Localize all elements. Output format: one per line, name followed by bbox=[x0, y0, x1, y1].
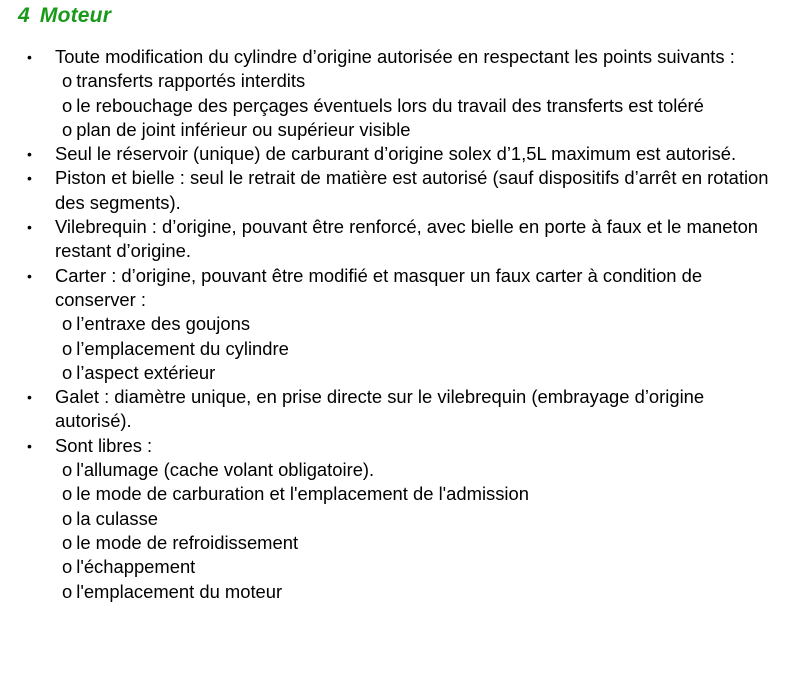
list-item-text: Vilebrequin : d’origine, pouvant être renforcé, avec bielle en porte à faux et le maneton restant d’origine. bbox=[55, 216, 759, 262]
sub-bullet-icon: o bbox=[62, 118, 73, 140]
sub-bullet-icon: o bbox=[62, 313, 73, 335]
sub-list-item bbox=[0, 94, 762, 118]
sub-list-item bbox=[0, 337, 762, 361]
section-heading bbox=[18, 4, 111, 28]
bullet-icon: • bbox=[27, 146, 32, 163]
sub-bullet-icon: o bbox=[62, 556, 73, 578]
sub-list-item bbox=[0, 580, 762, 604]
sub-bullet-icon: o bbox=[62, 459, 73, 481]
sub-list-item-text: l'emplacement du moteur bbox=[76, 580, 283, 602]
sub-bullet-icon: o bbox=[62, 483, 73, 505]
list-item bbox=[0, 45, 770, 69]
sub-list-item-text: l'échappement bbox=[76, 556, 196, 578]
sub-list-item-text: le mode de refroidissement bbox=[76, 531, 299, 553]
list-item bbox=[0, 264, 770, 313]
bullet-icon: • bbox=[27, 267, 32, 284]
sub-list-item bbox=[0, 555, 762, 579]
bullet-icon: • bbox=[27, 437, 32, 454]
bullet-icon: • bbox=[27, 49, 32, 65]
bullet-icon: • bbox=[27, 219, 32, 236]
sub-list-item-text: l’entraxe des goujons bbox=[76, 313, 251, 335]
list-item bbox=[0, 434, 770, 458]
list-item bbox=[0, 142, 770, 166]
sub-bullet-icon: o bbox=[62, 94, 73, 116]
list-item-text: Seul le réservoir (unique) de carburant d’origine solex d’1,5L maximum est autorisé. bbox=[55, 143, 737, 165]
list-item-text: Toute modification du cylindre d’origine autorisée en respectant les points suivants : bbox=[55, 46, 735, 67]
sub-bullet-icon: o bbox=[62, 361, 73, 383]
sub-list bbox=[0, 458, 800, 604]
sub-list-item bbox=[0, 482, 762, 506]
section-number: 4 bbox=[18, 4, 30, 27]
sub-bullet-icon: o bbox=[62, 70, 73, 92]
sub-list-item-text: l’aspect extérieur bbox=[76, 361, 216, 383]
sub-list-item bbox=[0, 118, 762, 142]
bullet-icon: • bbox=[27, 389, 32, 406]
sub-list bbox=[0, 312, 800, 385]
sub-list-item-text: transferts rapportés interdits bbox=[76, 70, 306, 92]
sub-list bbox=[0, 69, 800, 142]
list-item-text: Sont libres : bbox=[55, 434, 153, 456]
sub-list-item bbox=[0, 312, 762, 336]
list-item-text: Carter : d’origine, pouvant être modifié et masquer un faux carter à condition de conserver : bbox=[55, 264, 703, 310]
list-item-text: Piston et bielle : seul le retrait de matière est autorisé (sauf dispositifs d’arrêt en rotation des segments). bbox=[55, 167, 769, 213]
sub-list-item-text: la culasse bbox=[76, 507, 159, 529]
sub-list-item-text: le mode de carburation et l'emplacement de l'admission bbox=[76, 483, 529, 505]
sub-bullet-icon: o bbox=[62, 337, 73, 359]
sub-list-item-text: le rebouchage des perçages éventuels lors du travail des transferts est toléré bbox=[76, 94, 704, 116]
sub-list-item-text: l’emplacement du cylindre bbox=[76, 337, 289, 359]
sub-list-item bbox=[0, 531, 762, 555]
list-item bbox=[0, 166, 770, 215]
list-item-text: Galet : diamètre unique, en prise directe sur le vilebrequin (embrayage d’origine autorisé). bbox=[55, 386, 705, 432]
section-title: Moteur bbox=[39, 4, 112, 27]
sub-list-item-text: l'allumage (cache volant obligatoire). bbox=[76, 459, 375, 481]
list-item bbox=[0, 215, 770, 264]
sub-list-item bbox=[0, 458, 762, 482]
sub-list-item bbox=[0, 361, 762, 385]
sub-bullet-icon: o bbox=[62, 507, 73, 529]
rules-list bbox=[0, 45, 800, 604]
sub-bullet-icon: o bbox=[62, 531, 73, 553]
list-item bbox=[0, 385, 770, 434]
sub-list-item bbox=[0, 69, 762, 93]
sub-list-item bbox=[0, 507, 762, 531]
bullet-icon: • bbox=[27, 170, 32, 187]
sub-bullet-icon: o bbox=[62, 580, 73, 602]
sub-list-item-text: plan de joint inférieur ou supérieur visible bbox=[76, 118, 411, 140]
